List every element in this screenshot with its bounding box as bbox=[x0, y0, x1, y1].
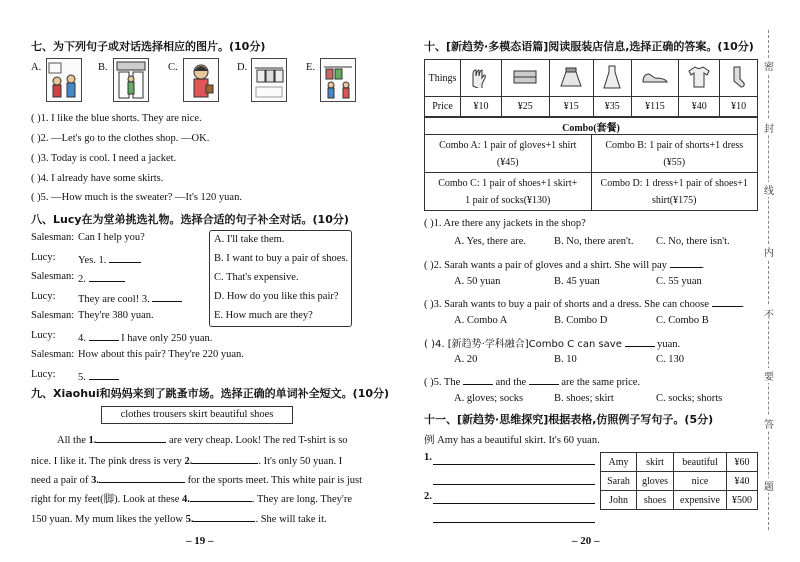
option-e: E. How much are they? bbox=[214, 310, 313, 321]
price-cell: ¥15 bbox=[549, 97, 593, 117]
question-4-option-c: C. 130 bbox=[656, 354, 685, 365]
writing-line[interactable] bbox=[433, 464, 595, 465]
table-cell: John bbox=[601, 491, 637, 510]
passage-line-2: nice. I like it. The pink dress is very 2. . It's only 50 yuan. I bbox=[31, 453, 342, 467]
picture-label-b: B. bbox=[98, 62, 108, 73]
question-2-option-b: B. 45 yuan bbox=[554, 276, 600, 287]
option-a: A. I'll take them. bbox=[214, 234, 285, 245]
dialogue-line-8: 5. bbox=[78, 369, 119, 383]
question-1-option-c: C. No, there isn't. bbox=[656, 236, 730, 247]
question-2-option-a: A. 50 yuan bbox=[454, 276, 501, 287]
clothes-shop-icon bbox=[113, 58, 149, 102]
question-2: ( )2. Sarah wants a pair of gloves and a shirt. She will pay . bbox=[424, 257, 704, 271]
shoes-icon bbox=[502, 60, 550, 97]
price-cell: ¥25 bbox=[502, 97, 550, 117]
section-8-title: 八、Lucy在为堂弟挑选礼物。选择合适的句子补全对话。(10分) bbox=[31, 213, 349, 226]
section-7-item-3: ( )3. Today is cool. I need a jacket. bbox=[31, 153, 177, 164]
info-table bbox=[600, 452, 758, 510]
dialogue-line-7: How about this pair? They're 220 yuan. bbox=[78, 349, 244, 360]
picture-label-c: C. bbox=[168, 62, 178, 73]
dialogue-line-6: 4. I have only 250 yuan. bbox=[78, 330, 212, 344]
right-page bbox=[400, 0, 800, 562]
price-cell: ¥40 bbox=[679, 97, 720, 117]
section-7-item-5: ( )5. —How much is the sweater? —It's 120 yuan. bbox=[31, 192, 242, 203]
dialogue-line-4: They are cool! 3. bbox=[78, 291, 182, 305]
margin-char: 内 bbox=[764, 244, 774, 259]
section-7-item-1: ( )1. I like the blue shorts. They are nice. bbox=[31, 113, 202, 124]
option-c: C. That's expensive. bbox=[214, 272, 299, 283]
family-shopping-icon bbox=[46, 58, 82, 102]
price-cell: ¥35 bbox=[593, 97, 631, 117]
table-cell: ¥500 bbox=[727, 491, 758, 510]
dialogue-speaker-2: Lucy: bbox=[31, 252, 56, 263]
dialogue-line-3: 2. bbox=[78, 271, 125, 285]
page-number-left: – 19 – bbox=[186, 535, 214, 547]
section-10-title: 十、[新趋势·多模态语篇]阅读服装店信息,选择正确的答案。(10分) bbox=[424, 40, 754, 53]
socks-icon bbox=[720, 60, 758, 97]
table-cell: beautiful bbox=[674, 453, 727, 472]
table-cell: ¥40 bbox=[727, 472, 758, 491]
margin-char: 密 bbox=[764, 58, 774, 73]
margin-char: 题 bbox=[764, 478, 774, 493]
shoe-icon bbox=[631, 60, 679, 97]
margin-char: 线 bbox=[764, 182, 774, 197]
dialogue-speaker-4: Lucy: bbox=[31, 291, 56, 302]
word-bank bbox=[101, 406, 293, 424]
dialogue-speaker-3: Salesman: bbox=[31, 271, 75, 282]
combo-table bbox=[424, 117, 758, 211]
combo-c: Combo C: 1 pair of shoes+1 skirt+ 1 pair of socks(¥130) bbox=[425, 173, 592, 211]
question-1-option-b: B. No, there aren't. bbox=[554, 236, 634, 247]
passage-line-1: All the 1. are very cheap. Look! The red T-shirt is so bbox=[57, 432, 348, 446]
table-cell: expensive bbox=[674, 491, 727, 510]
dialogue-line-2: Yes. 1. bbox=[78, 252, 141, 266]
question-3-option-a: A. Combo A bbox=[454, 315, 508, 326]
margin-char: 要 bbox=[764, 368, 774, 383]
question-5-option-a: A. gloves; socks bbox=[454, 393, 524, 404]
option-b: B. I want to buy a pair of shoes. bbox=[214, 253, 349, 264]
gloves-icon bbox=[461, 60, 502, 97]
combo-a: Combo A: 1 pair of gloves+1 shirt (¥45) bbox=[425, 135, 592, 173]
table-cell: ¥60 bbox=[727, 453, 758, 472]
example-sentence: 例 Amy has a beautiful skirt. It's 60 yuan. bbox=[424, 435, 600, 446]
dialogue-speaker-6: Lucy: bbox=[31, 330, 56, 341]
question-3-option-c: C. Combo B bbox=[656, 315, 709, 326]
section-7-item-4: ( )4. I already have some skirts. bbox=[31, 173, 164, 184]
passage-line-5: 150 yuan. My mum likes the yellow 5. . She will take it. bbox=[31, 511, 327, 525]
table-cell: Sarah bbox=[601, 472, 637, 491]
page-number-right: – 20 – bbox=[572, 535, 600, 547]
margin-char: 不 bbox=[764, 306, 774, 321]
writing-line[interactable] bbox=[433, 484, 595, 485]
combo-d: Combo D: 1 dress+1 pair of shoes+1 shirt(¥175) bbox=[591, 173, 758, 211]
margin-char: 封 bbox=[764, 120, 774, 135]
binding-line bbox=[768, 30, 770, 530]
combo-b: Combo B: 1 pair of shorts+1 dress (¥55) bbox=[591, 135, 758, 173]
section-11-title: 十一、[新趋势·思维探究]根据表格,仿照例子写句子。(5分) bbox=[424, 413, 714, 426]
writing-label-2: 2. bbox=[424, 491, 432, 502]
table-cell: Amy bbox=[601, 453, 637, 472]
table-cell: gloves bbox=[637, 472, 674, 491]
table-cell: shoes bbox=[637, 491, 674, 510]
question-3-option-b: B. Combo D bbox=[554, 315, 608, 326]
writing-line[interactable] bbox=[433, 522, 595, 523]
question-4: ( )4. [新趋势·学科融合]Combo C can save yuan. bbox=[424, 335, 680, 350]
question-4-option-a: A. 20 bbox=[454, 354, 478, 365]
section-7-item-2: ( )2. —Let's go to the clothes shop. —OK. bbox=[31, 133, 210, 144]
combo-header: Combo(套餐) bbox=[425, 118, 758, 135]
dialogue-line-1: Can I help you? bbox=[78, 232, 145, 243]
picture-label-e: E. bbox=[306, 62, 316, 73]
writing-label-1: 1. bbox=[424, 452, 432, 463]
question-3: ( )3. Sarah wants to buy a pair of shorts and a dress. She can choose . bbox=[424, 296, 744, 310]
margin-char: 答 bbox=[764, 416, 774, 431]
question-4-option-b: B. 10 bbox=[554, 354, 577, 365]
price-cell: ¥115 bbox=[631, 97, 679, 117]
dress-icon bbox=[593, 60, 631, 97]
table-cell: skirt bbox=[637, 453, 674, 472]
question-5-option-c: C. socks; shorts bbox=[656, 393, 723, 404]
dialogue-line-5: They're 380 yuan. bbox=[78, 310, 154, 321]
customer-clerk-icon bbox=[320, 58, 356, 102]
picture-label-d: D. bbox=[237, 62, 248, 73]
table-cell: nice bbox=[674, 472, 727, 491]
price-cell: ¥10 bbox=[720, 97, 758, 117]
dialogue-speaker-1: Salesman: bbox=[31, 232, 75, 243]
skirt-icon bbox=[549, 60, 593, 97]
question-5-option-b: B. shoes; skirt bbox=[554, 393, 614, 404]
price-header: Price bbox=[425, 97, 461, 117]
question-1: ( )1. Are there any jackets in the shop? bbox=[424, 218, 586, 229]
question-5: ( )5. The and the are the same price. bbox=[424, 374, 640, 388]
options-box bbox=[209, 230, 352, 327]
writing-line[interactable] bbox=[433, 503, 595, 504]
passage-line-3: need a pair of 3. for the sports meet. This white pair is just bbox=[31, 472, 362, 486]
question-1-option-a: A. Yes, there are. bbox=[454, 236, 527, 247]
section-7-title: 七、为下列句子或对话选择相应的图片。(10分) bbox=[31, 40, 266, 53]
price-cell: ¥10 bbox=[461, 97, 502, 117]
things-header: Things bbox=[425, 60, 461, 97]
dialogue-speaker-8: Lucy: bbox=[31, 369, 56, 380]
option-d: D. How do you like this pair? bbox=[214, 291, 339, 302]
section-9-title: 九、Xiaohui和妈妈来到了跳蚤市场。选择正确的单词补全短文。(10分) bbox=[31, 387, 390, 400]
shop-info-table bbox=[424, 59, 758, 117]
dialogue-speaker-7: Salesman: bbox=[31, 349, 75, 360]
girl-with-bag-icon bbox=[183, 58, 219, 102]
word-bank-words: clothes trousers skirt beautiful shoes bbox=[120, 409, 274, 420]
shirts-rack-icon bbox=[251, 58, 287, 102]
shirt-icon bbox=[679, 60, 720, 97]
question-2-option-c: C. 55 yuan bbox=[656, 276, 702, 287]
dialogue-speaker-5: Salesman: bbox=[31, 310, 75, 321]
picture-label-a: A. bbox=[31, 62, 42, 73]
passage-line-4: right for my feet(脚). Look at these 4. . They are long. They're bbox=[31, 491, 352, 506]
